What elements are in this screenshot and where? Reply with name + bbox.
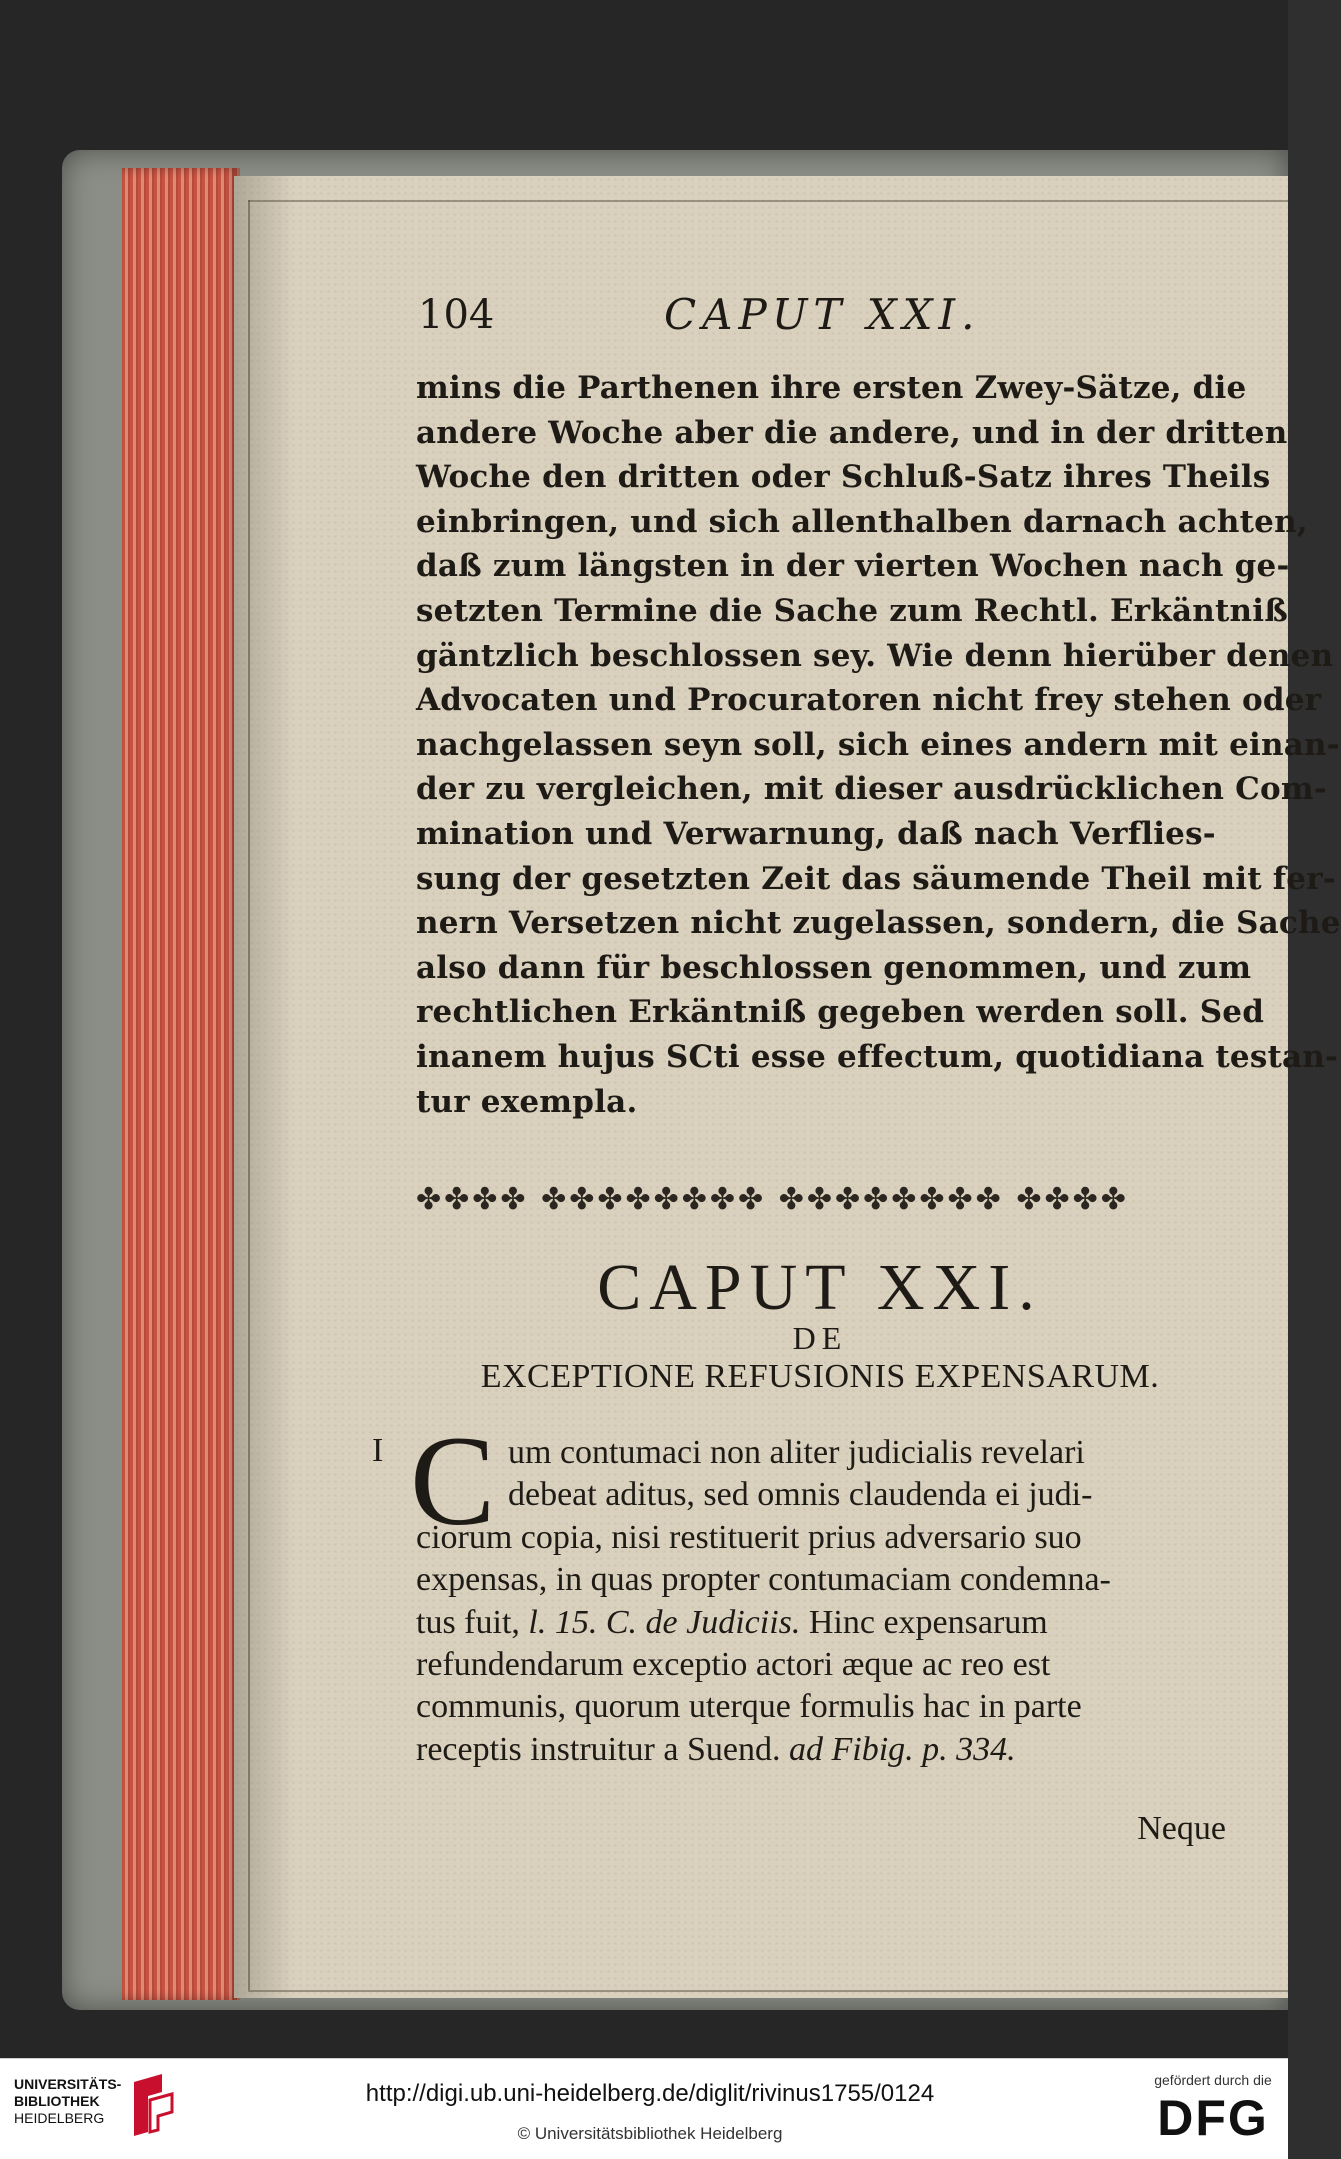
chapter-subtitle: EXCEPTIONE REFUSIONIS EXPENSARUM. — [480, 1358, 1160, 1395]
text-line: also dann für beschlossen genommen, und zum — [416, 949, 1252, 986]
text-line: expensas, in quas propter contumaciam condemna- — [416, 1561, 1111, 1599]
section-text — [416, 1432, 1226, 1771]
text-line: ciorum copia, nisi restituerit prius adversario suo — [416, 1518, 1082, 1556]
library-name-line: HEIDELBERG — [14, 2110, 105, 2126]
page-edges — [122, 168, 240, 2000]
library-logo[interactable] — [14, 2076, 144, 2127]
page-header — [418, 292, 1218, 352]
body-text — [416, 366, 1341, 1124]
text-line — [416, 1729, 1226, 1771]
permalink-url[interactable]: http://digi.ub.uni-heidelberg.de/diglit/rivinus1755/0124 — [365, 2080, 935, 2107]
chapter-title: CAPUT XXI. — [597, 1251, 1043, 1324]
chapter-de: DE — [792, 1320, 848, 1356]
citation: l. 15. C. de Judiciis. — [528, 1603, 801, 1641]
text-fragment: Hinc expensarum — [800, 1603, 1048, 1641]
page-number: 104 — [418, 292, 495, 338]
text-line — [416, 1602, 1226, 1644]
text-line: Woche den dritten oder Schluß-Satz ihres Theils — [416, 459, 1271, 496]
text-line: andere Woche aber die andere, und in der dritten — [416, 414, 1288, 451]
text-line: debeat aditus, sed omnis claudenda ei judi- — [508, 1476, 1093, 1514]
library-name-line: BIBLIOTHEK — [14, 2093, 100, 2109]
text-line: inanem hujus SCti esse effectum, quotidiana testan- — [416, 1038, 1339, 1075]
text-line: Advocaten und Procuratoren nicht frey stehen oder — [416, 682, 1322, 719]
text-line: um contumaci non aliter judicialis revelari — [508, 1434, 1085, 1471]
text-line: einbringen, und sich allenthalben darnach achten, — [416, 503, 1308, 540]
text-line: nern Versetzen nicht zugelassen, sondern, die Sache — [416, 905, 1341, 942]
text-line: tur exempla. — [416, 1083, 638, 1120]
text-line: mination und Verwarnung, daß nach Verflies- — [416, 815, 1216, 852]
drop-initial: C — [410, 1410, 496, 1552]
text-fragment: tus fuit, — [416, 1603, 529, 1641]
dfg-logo[interactable]: DFG — [1157, 2090, 1269, 2146]
copyright-notice: © Universitätsbibliothek Heidelberg — [517, 2124, 783, 2143]
library-mark-icon — [128, 2072, 176, 2138]
page-frame-top — [248, 200, 1288, 202]
text-line: der zu vergleichen, mit dieser ausdrücklichen Com- — [416, 771, 1327, 808]
citation: ad Fibig. p. 334. — [788, 1730, 1016, 1768]
text-line: nachgelassen seyn soll, sich eines andern mit einan- — [416, 726, 1340, 763]
text-line: rechtlichen Erkäntniß gegeben werden soll. Sed — [416, 994, 1265, 1031]
text-line: refundendarum exceptio actori æque ac reo est — [416, 1645, 1051, 1683]
page-frame-left — [248, 200, 250, 1990]
text-line: daß zum längsten in der vierten Wochen nach ge- — [416, 548, 1290, 585]
text-line: setzten Termine die Sache zum Rechtl. Erkäntniß — [416, 592, 1289, 629]
text-line: gäntzlich beschlossen sey. Wie denn hierüber denen — [416, 637, 1334, 674]
text-fragment: receptis instruitur a Suend. — [416, 1730, 789, 1768]
ornament-divider: ✤✤✤✤ ✤✤✤✤✤✤✤✤ ✤✤✤✤✤✤✤✤ ✤✤✤✤ — [416, 1182, 1129, 1217]
text-line: communis, quorum uterque formulis hac in parte — [416, 1688, 1082, 1726]
running-head: CAPUT XXI. — [664, 290, 981, 339]
text-line: mins die Parthenen ihre ersten Zwey-Sätze, die — [416, 370, 1247, 406]
funded-by-label: gefördert durch die — [1154, 2072, 1272, 2088]
library-name-line: UNIVERSITÄTS- — [14, 2076, 122, 2092]
page-frame-bottom — [248, 1990, 1288, 1992]
text-line: sung der gesetzten Zeit das säumende Theil mit fer- — [416, 860, 1336, 897]
section-number: I — [372, 1432, 384, 1469]
catchword: Neque — [1137, 1810, 1226, 1847]
